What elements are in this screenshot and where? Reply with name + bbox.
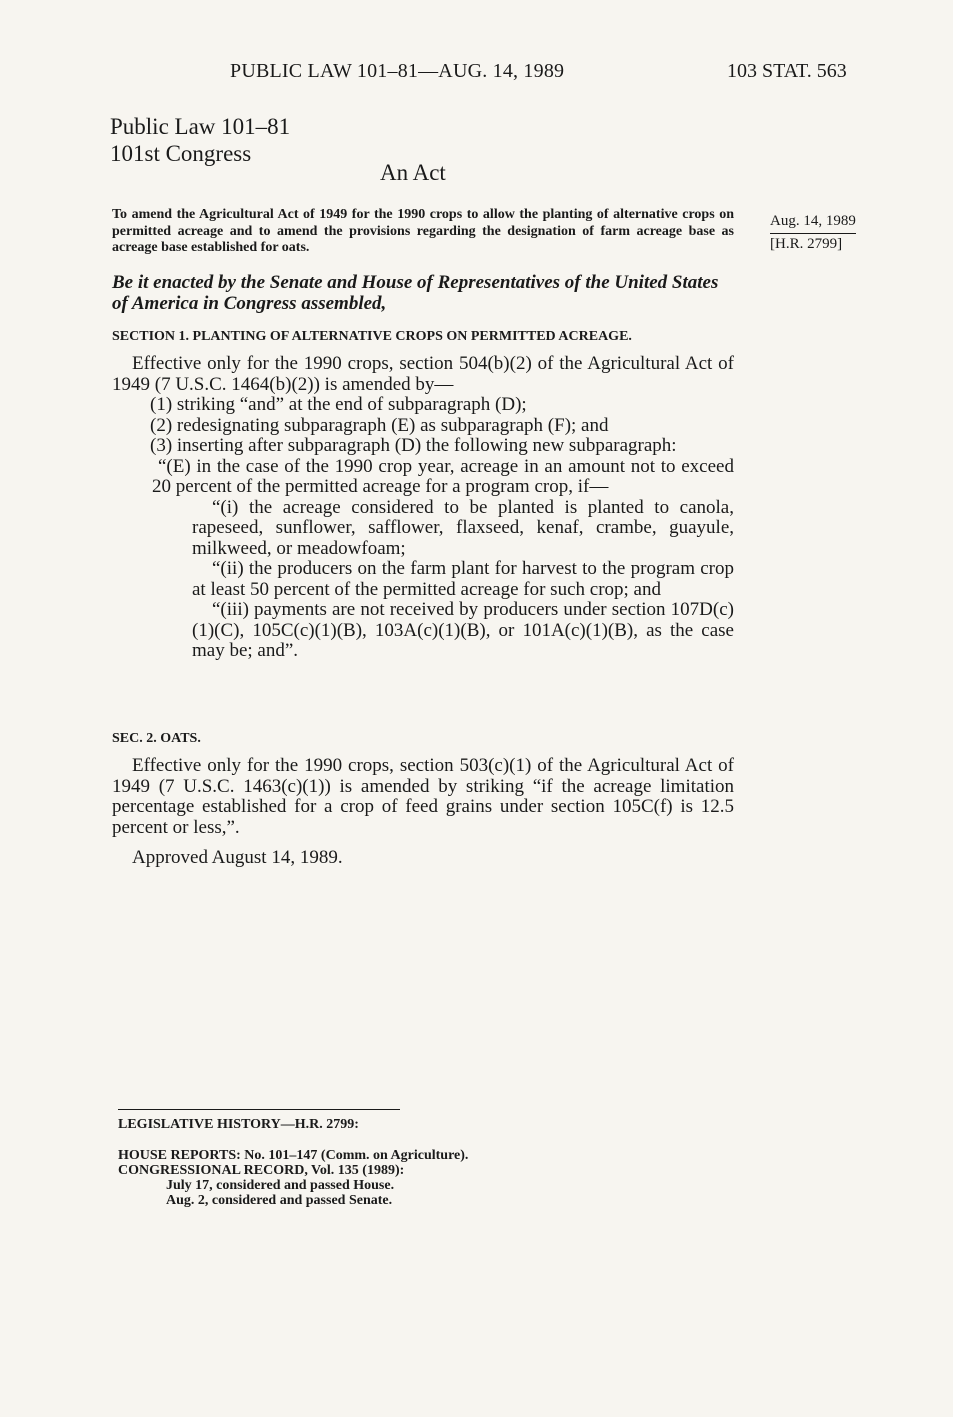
clause-iii: “(iii) payments are not received by producers under section 107D(c)(1)(C), 105C(c)(1)(B), 103A(c)(1)(B), or 101A(c)(1)(B), as the case may be; and”. bbox=[192, 599, 734, 661]
congressional-record: CONGRESSIONAL RECORD, Vol. 135 (1989): bbox=[118, 1163, 405, 1178]
section-2-heading: SEC. 2. OATS. bbox=[112, 731, 201, 746]
section-1-heading: SECTION 1. PLANTING OF ALTERNATIVE CROPS ON PERMITTED ACREAGE. bbox=[112, 329, 632, 344]
legislative-history bbox=[118, 1148, 468, 1208]
law-number: Public Law 101–81 bbox=[110, 114, 291, 139]
congress-number: 101st Congress bbox=[110, 141, 252, 166]
footnote-divider bbox=[118, 1109, 400, 1110]
enacting-clause: Be it enacted by the Senate and House of Representatives of the United States of America in Congress assembled, bbox=[112, 272, 719, 314]
section-2-text: Effective only for the 1990 crops, section 503(c)(1) of the Agricultural Act of 1949 (7 U.S.C. 1463(c)(1)) is amended by striking “if the acreage limitation percentage established for a crop of feed grains under section 105C(f) is 12.5 percent or less,”. bbox=[112, 755, 734, 838]
house-action: July 17, considered and passed House. bbox=[166, 1178, 395, 1193]
amendment-item-3: (3) inserting after subparagraph (D) the following new subparagraph: bbox=[150, 435, 677, 456]
legislative-history-heading: LEGISLATIVE HISTORY—H.R. 2799: bbox=[118, 1117, 359, 1132]
amendment-item-1: (1) striking “and” at the end of subparagraph (D); bbox=[150, 394, 527, 415]
law-designation bbox=[110, 113, 290, 167]
house-reports: HOUSE REPORTS: No. 101–147 (Comm. on Agriculture). bbox=[118, 1148, 469, 1163]
bill-number: [H.R. 2799] bbox=[770, 236, 843, 252]
section-1-intro: Effective only for the 1990 crops, section 504(b)(2) of the Agricultural Act of 1949 (7 U.S.C. 1464(b)(2)) is amended by— bbox=[112, 353, 734, 395]
act-title: An Act bbox=[380, 160, 446, 185]
margin-note bbox=[770, 212, 856, 254]
section-2-body bbox=[112, 756, 734, 838]
clause-ii: “(ii) the producers on the farm plant for harvest to the program crop at least 50 percent of the permitted acreage for such crop; and bbox=[192, 558, 734, 600]
stat-page-number: 103 STAT. 563 bbox=[727, 60, 847, 82]
approval-date: Approved August 14, 1989. bbox=[132, 847, 343, 868]
clause-i: “(i) the acreage considered to be planted is planted to canola, rapeseed, sunflower, safflower, flaxseed, kenaf, crambe, guayule, milkweed, or meadowfoam; bbox=[192, 496, 734, 559]
running-header: PUBLIC LAW 101–81—AUG. 14, 1989 bbox=[230, 60, 565, 82]
purpose-statement: To amend the Agricultural Act of 1949 for the 1990 crops to allow the planting of alternative crops on permitted acreage and to amend the provisions regarding the designation of farm acreage base as acreage base established for oats. bbox=[112, 207, 734, 255]
senate-action: Aug. 2, considered and passed Senate. bbox=[166, 1193, 393, 1208]
subparagraph-e: “(E) in the case of the 1990 crop year, acreage in an amount not to exceed 20 percent of the permitted acreage for a program crop, if— bbox=[152, 455, 734, 497]
amendment-item-2: (2) redesignating subparagraph (E) as subparagraph (F); and bbox=[150, 414, 609, 436]
section-1-body bbox=[112, 354, 734, 662]
enactment-date: Aug. 14, 1989 bbox=[770, 212, 856, 234]
